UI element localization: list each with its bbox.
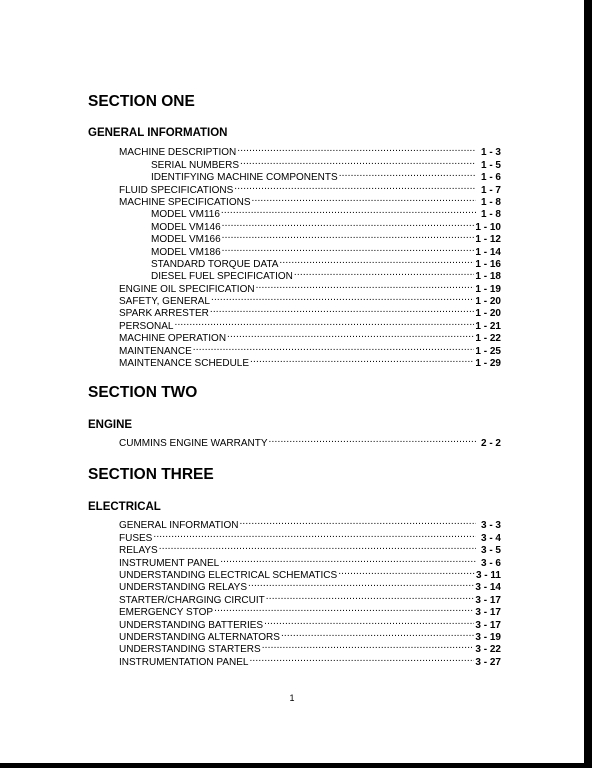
toc-entry-page: 3 - 22 <box>475 644 501 656</box>
toc-entry-page: 3 - 5 <box>480 545 501 557</box>
toc-entry-page: 1 - 3 <box>480 147 501 159</box>
dot-leader <box>193 341 475 353</box>
toc-entry-label: FUSES <box>119 532 153 544</box>
toc-entry-page: 1 - 21 <box>475 320 501 332</box>
toc-entry <box>119 553 501 569</box>
toc-entry-page: 1 - 19 <box>475 283 501 295</box>
toc-entry-page: 1 - 7 <box>480 184 501 196</box>
toc-entry-label: FLUID SPECIFICATIONS <box>119 184 234 196</box>
toc-entry-label: MACHINE SPECIFICATIONS <box>119 196 251 208</box>
dot-leader <box>339 168 476 180</box>
dot-leader <box>256 279 475 291</box>
toc-entry-label: DIESEL FUEL SPECIFICATION <box>151 271 293 283</box>
toc-entry-label: MAINTENANCE <box>119 345 192 357</box>
toc-entry-page: 1 - 12 <box>475 234 501 246</box>
toc-entry-label: MODEL VM146 <box>151 221 221 233</box>
toc-entry-label: UNDERSTANDING RELAYS <box>119 582 247 594</box>
toc-entry-page: 3 - 19 <box>475 631 501 643</box>
toc-entry-label: MODEL VM186 <box>151 246 221 258</box>
toc-entry-label: UNDERSTANDING ELECTRICAL SCHEMATICS <box>119 569 338 581</box>
toc-entry-label: STARTER/CHARGING CIRCUIT <box>119 594 265 606</box>
toc-entry-page: 3 - 27 <box>475 656 501 668</box>
electrical-heading: ELECTRICAL <box>88 501 161 513</box>
toc-entry-page: 1 - 8 <box>480 209 501 221</box>
dot-leader <box>237 143 476 155</box>
toc-entry-page: 1 - 29 <box>475 358 501 370</box>
dot-leader <box>239 516 476 528</box>
toc-entry <box>119 329 501 345</box>
toc-entry-label: SERIAL NUMBERS <box>151 159 239 171</box>
dot-leader <box>250 354 474 366</box>
general-information-heading: GENERAL INFORMATION <box>88 127 228 139</box>
toc-entry-label: STANDARD TORQUE DATA <box>151 258 279 270</box>
toc-entry-page: 3 - 17 <box>475 607 501 619</box>
dot-leader <box>174 316 474 328</box>
toc-entry-label: GENERAL INFORMATION <box>119 520 239 532</box>
toc-entry <box>119 541 501 557</box>
dot-leader <box>264 615 474 627</box>
toc-entry-label: IDENTIFYING MACHINE COMPONENTS <box>151 172 338 184</box>
toc-entry-label: CUMMINS ENGINE WARRANTY <box>119 438 268 450</box>
dot-leader <box>252 193 477 205</box>
toc-entry <box>119 434 501 450</box>
toc-entry-page: 1 - 14 <box>475 246 501 258</box>
section-two-title: SECTION TWO <box>88 384 198 401</box>
dot-leader <box>249 652 474 664</box>
toc-entry-label: MODEL VM166 <box>151 234 221 246</box>
toc-entry-page: 2 - 2 <box>480 438 501 450</box>
toc-entry-label: MACHINE DESCRIPTION <box>119 147 237 159</box>
toc-entry-label: UNDERSTANDING STARTERS <box>119 644 261 656</box>
toc-entry-label: MAINTENANCE SCHEDULE <box>119 358 250 370</box>
toc-entry-label: INSTRUMENTATION PANEL <box>119 656 249 668</box>
toc-entry-page: 3 - 14 <box>475 582 501 594</box>
toc-entry-label: SAFETY, GENERAL <box>119 296 210 308</box>
toc-entry-label: MACHINE OPERATION <box>119 333 227 345</box>
toc-entry-page: 1 - 8 <box>480 196 501 208</box>
toc-entry-page: 3 - 17 <box>475 619 501 631</box>
page-number: 1 <box>289 693 295 703</box>
toc-entry <box>119 528 501 544</box>
toc-entry-page: 1 - 16 <box>475 258 501 270</box>
toc-entry-label: ENGINE OIL SPECIFICATION <box>119 283 255 295</box>
dot-leader <box>214 603 474 615</box>
toc-entry-page: 1 - 22 <box>475 333 501 345</box>
engine-heading: ENGINE <box>88 419 133 431</box>
section-three-title: SECTION THREE <box>88 466 214 483</box>
dot-leader <box>211 292 474 304</box>
toc-entry <box>119 143 501 159</box>
toc-entry-page: 1 - 18 <box>475 271 501 283</box>
section-two-toc <box>119 434 501 450</box>
dot-leader <box>222 230 475 242</box>
section-three-toc <box>119 516 501 668</box>
section-one-title: SECTION ONE <box>88 93 195 110</box>
toc-entry-page: 3 - 11 <box>475 569 501 581</box>
toc-entry-label: SPARK ARRESTER <box>119 308 209 320</box>
toc-entry-label: INSTRUMENT PANEL <box>119 557 220 569</box>
toc-entry-label: EMERGENCY STOP <box>119 607 214 619</box>
toc-entry-label: MODEL VM116 <box>151 209 220 221</box>
dot-leader <box>220 553 476 565</box>
toc-entry-page: 1 - 25 <box>475 345 501 357</box>
toc-entry-label: UNDERSTANDING ALTERNATORS <box>119 631 280 643</box>
toc-entry <box>119 316 501 332</box>
toc-entry-page: 3 - 17 <box>475 594 501 606</box>
dot-leader <box>266 590 475 602</box>
dot-leader <box>222 242 475 254</box>
toc-entry-page: 1 - 10 <box>475 221 501 233</box>
toc-entry-page: 1 - 20 <box>475 308 501 320</box>
section-one-toc <box>119 143 501 370</box>
dot-leader <box>227 329 474 341</box>
dot-leader <box>210 304 475 316</box>
dot-leader <box>338 566 475 578</box>
dot-leader <box>221 205 476 217</box>
toc-entry <box>119 516 501 532</box>
dot-leader <box>234 180 476 192</box>
dot-leader <box>269 434 476 446</box>
dot-leader <box>279 255 474 267</box>
dot-leader <box>159 541 476 553</box>
toc-entry-page: 3 - 6 <box>480 557 501 569</box>
dot-leader <box>262 640 475 652</box>
toc-entry-label: UNDERSTANDING BATTERIES <box>119 619 264 631</box>
dot-leader <box>281 628 474 640</box>
dot-leader <box>248 578 474 590</box>
dot-leader <box>222 217 475 229</box>
toc-entry-page: 3 - 3 <box>480 520 501 532</box>
toc-entry-page: 1 - 20 <box>475 296 501 308</box>
toc-entry-label: PERSONAL <box>119 320 174 332</box>
dot-leader <box>153 528 476 540</box>
toc-entry-label: RELAYS <box>119 545 158 557</box>
dot-leader <box>240 155 476 167</box>
toc-entry-page: 3 - 4 <box>480 532 501 544</box>
dot-leader <box>294 267 475 279</box>
toc-entry-page: 1 - 6 <box>480 172 501 184</box>
toc-entry-page: 1 - 5 <box>480 159 501 171</box>
